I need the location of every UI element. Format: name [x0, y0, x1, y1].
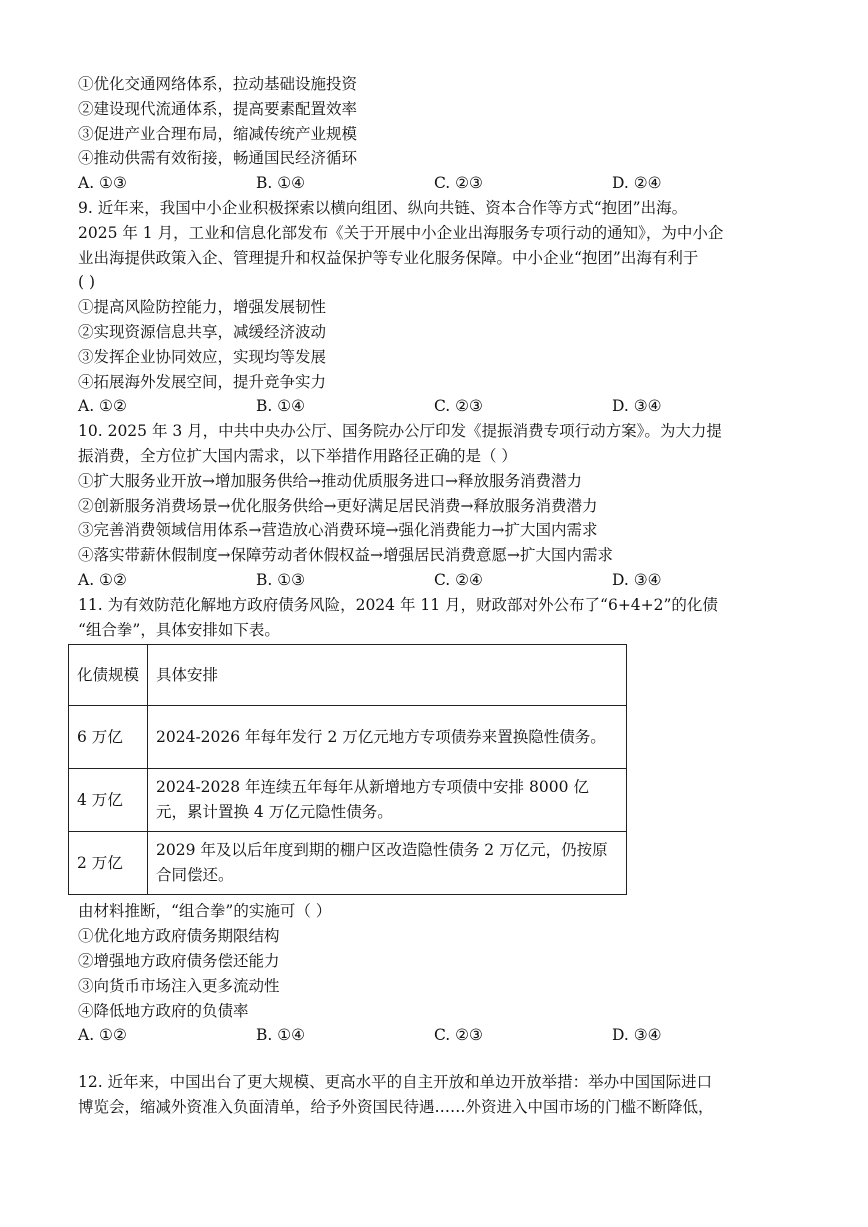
- q9-options: [78, 394, 798, 419]
- q8-option-a: A. ①③: [78, 174, 127, 193]
- q8-item-2: ②建设现代流通体系，提高要素配置效率: [78, 99, 358, 118]
- question-12: [78, 1070, 798, 1120]
- table-row: [69, 769, 627, 832]
- q8-options: [78, 171, 798, 196]
- debt-table-arrangement-cell: 2024-2028 年连续五年每年从新增地方专项债中安排 8000 亿元，累计置换 4 万亿元隐性债务。: [148, 769, 627, 832]
- q11-item-4: ④降低地方政府的负债率: [78, 1001, 249, 1020]
- q11-stem-line-2: “组合拳”，具体安排如下表。: [78, 620, 280, 639]
- q9-item-1: ①提高风险防控能力，增强发展韧性: [78, 298, 327, 317]
- q11-options: [78, 1023, 798, 1048]
- question-8-items: [78, 72, 798, 171]
- q11-option-a: A. ①②: [78, 1026, 127, 1045]
- q8-option-b: B. ①④: [256, 174, 306, 193]
- q10-option-d: D. ③④: [612, 570, 662, 589]
- q11-item-3: ③向货币市场注入更多流动性: [78, 976, 280, 995]
- q9-option-a: A. ①②: [78, 397, 127, 416]
- debt-table-arrangement-cell: 2024-2026 年每年发行 2 万亿元地方专项债券来置换隐性债务。: [148, 706, 627, 769]
- q9-option-c: C. ②③: [434, 397, 483, 416]
- q8-option-d: D. ②④: [612, 174, 662, 193]
- q8-item-4: ④推动供需有效衔接，畅通国民经济循环: [78, 149, 358, 168]
- debt-table-scale-cell: 2 万亿: [69, 832, 148, 895]
- q9-stem-line-1: 9. 近年来，我国中小企业积极探索以横向组团、纵向共链、资本合作等方式“抱团”出海。: [78, 198, 688, 217]
- debt-table-header-row: [69, 645, 627, 706]
- q10-item-1: ①扩大服务业开放→增加服务供给→推动优质服务进口→释放服务消费潜力: [78, 471, 582, 490]
- q12-stem-line-2: 博览会，缩减外资准入负面清单，给予外资国民待遇……外资进入中国市场的门槛不断降低，: [78, 1097, 714, 1116]
- q9-stem-line-2: 2025 年 1 月，工业和信息化部发布《关于开展中小企业出海服务专项行动的通知》，为中小企: [78, 223, 724, 242]
- debt-table-scale-cell: 4 万亿: [69, 769, 148, 832]
- q9-stem-line-3: 业出海提供政策入企、管理提升和权益保护等专业化服务保障。中小企业“抱团”出海有利于: [78, 248, 699, 267]
- debt-table-header-scale: 化债规模: [69, 645, 148, 706]
- question-9: [78, 196, 798, 419]
- q9-item-3: ③发挥企业协同效应，实现均等发展: [78, 347, 327, 366]
- q8-item-1: ①优化交通网络体系，拉动基础设施投资: [78, 75, 358, 93]
- q11-item-1: ①优化地方政府债务期限结构: [78, 927, 280, 946]
- q9-option-b: B. ①④: [256, 397, 306, 416]
- q10-options: [78, 568, 798, 593]
- exam-page: [78, 72, 798, 1120]
- q10-stem-line-1: 10. 2025 年 3 月，中共中央办公厅、国务院办公厅印发《提振消费专项行动方案》。为大力提: [78, 422, 722, 441]
- q9-stem-line-4: ( ): [78, 273, 96, 292]
- q9-option-d: D. ③④: [612, 397, 662, 416]
- question-11: [78, 593, 798, 1048]
- q10-item-3: ③完善消费领域信用体系→营造放心消费环境→强化消费能力→扩大国内需求: [78, 521, 598, 540]
- q11-option-d: D. ③④: [612, 1026, 662, 1045]
- q11-stem-line-1: 11. 为有效防范化解地方政府债务风险，2024 年 11 月，财政部对外公布了“6+4+2”的化债: [78, 595, 718, 614]
- q8-option-c: C. ②③: [434, 174, 483, 193]
- debt-table-scale-cell: 6 万亿: [69, 706, 148, 769]
- q11-option-b: B. ①④: [256, 1026, 306, 1045]
- table-row: [69, 706, 627, 769]
- debt-table-header-arrangement: 具体安排: [148, 645, 627, 706]
- q11-option-c: C. ②③: [434, 1026, 483, 1045]
- q10-option-b: B. ①③: [256, 570, 306, 589]
- q10-item-2: ②创新服务消费场景→优化服务供给→更好满足居民消费→释放服务消费潜力: [78, 496, 598, 515]
- q9-item-4: ④拓展海外发展空间，提升竞争实力: [78, 372, 327, 391]
- debt-table: [68, 644, 627, 895]
- table-row: [69, 832, 627, 895]
- question-10: [78, 419, 798, 593]
- q12-stem-line-1: 12. 近年来，中国出台了更大规模、更高水平的自主开放和单边开放举措：举办中国国际进口: [78, 1073, 713, 1092]
- q10-option-a: A. ①②: [78, 570, 127, 589]
- q10-stem-line-2: 振消费，全方位扩大国内需求，以下举措作用路径正确的是（ ）: [78, 446, 517, 465]
- question-spacer: [78, 1048, 798, 1070]
- q10-item-4: ④落实带薪休假制度→保障劳动者休假权益→增强居民消费意愿→扩大国内需求: [78, 546, 613, 565]
- q8-item-3: ③促进产业合理布局，缩减传统产业规模: [78, 124, 358, 143]
- debt-table-arrangement-cell: 2029 年及以后年度到期的棚户区改造隐性债务 2 万亿元，仍按原合同偿还。: [148, 832, 627, 895]
- q11-item-2: ②增强地方政府债务偿还能力: [78, 951, 280, 970]
- q11-after-table: 由材料推断，“组合拳”的实施可（ ）: [78, 902, 332, 921]
- q10-option-c: C. ②④: [434, 570, 483, 589]
- q9-item-2: ②实现资源信息共享，减缓经济波动: [78, 322, 327, 341]
